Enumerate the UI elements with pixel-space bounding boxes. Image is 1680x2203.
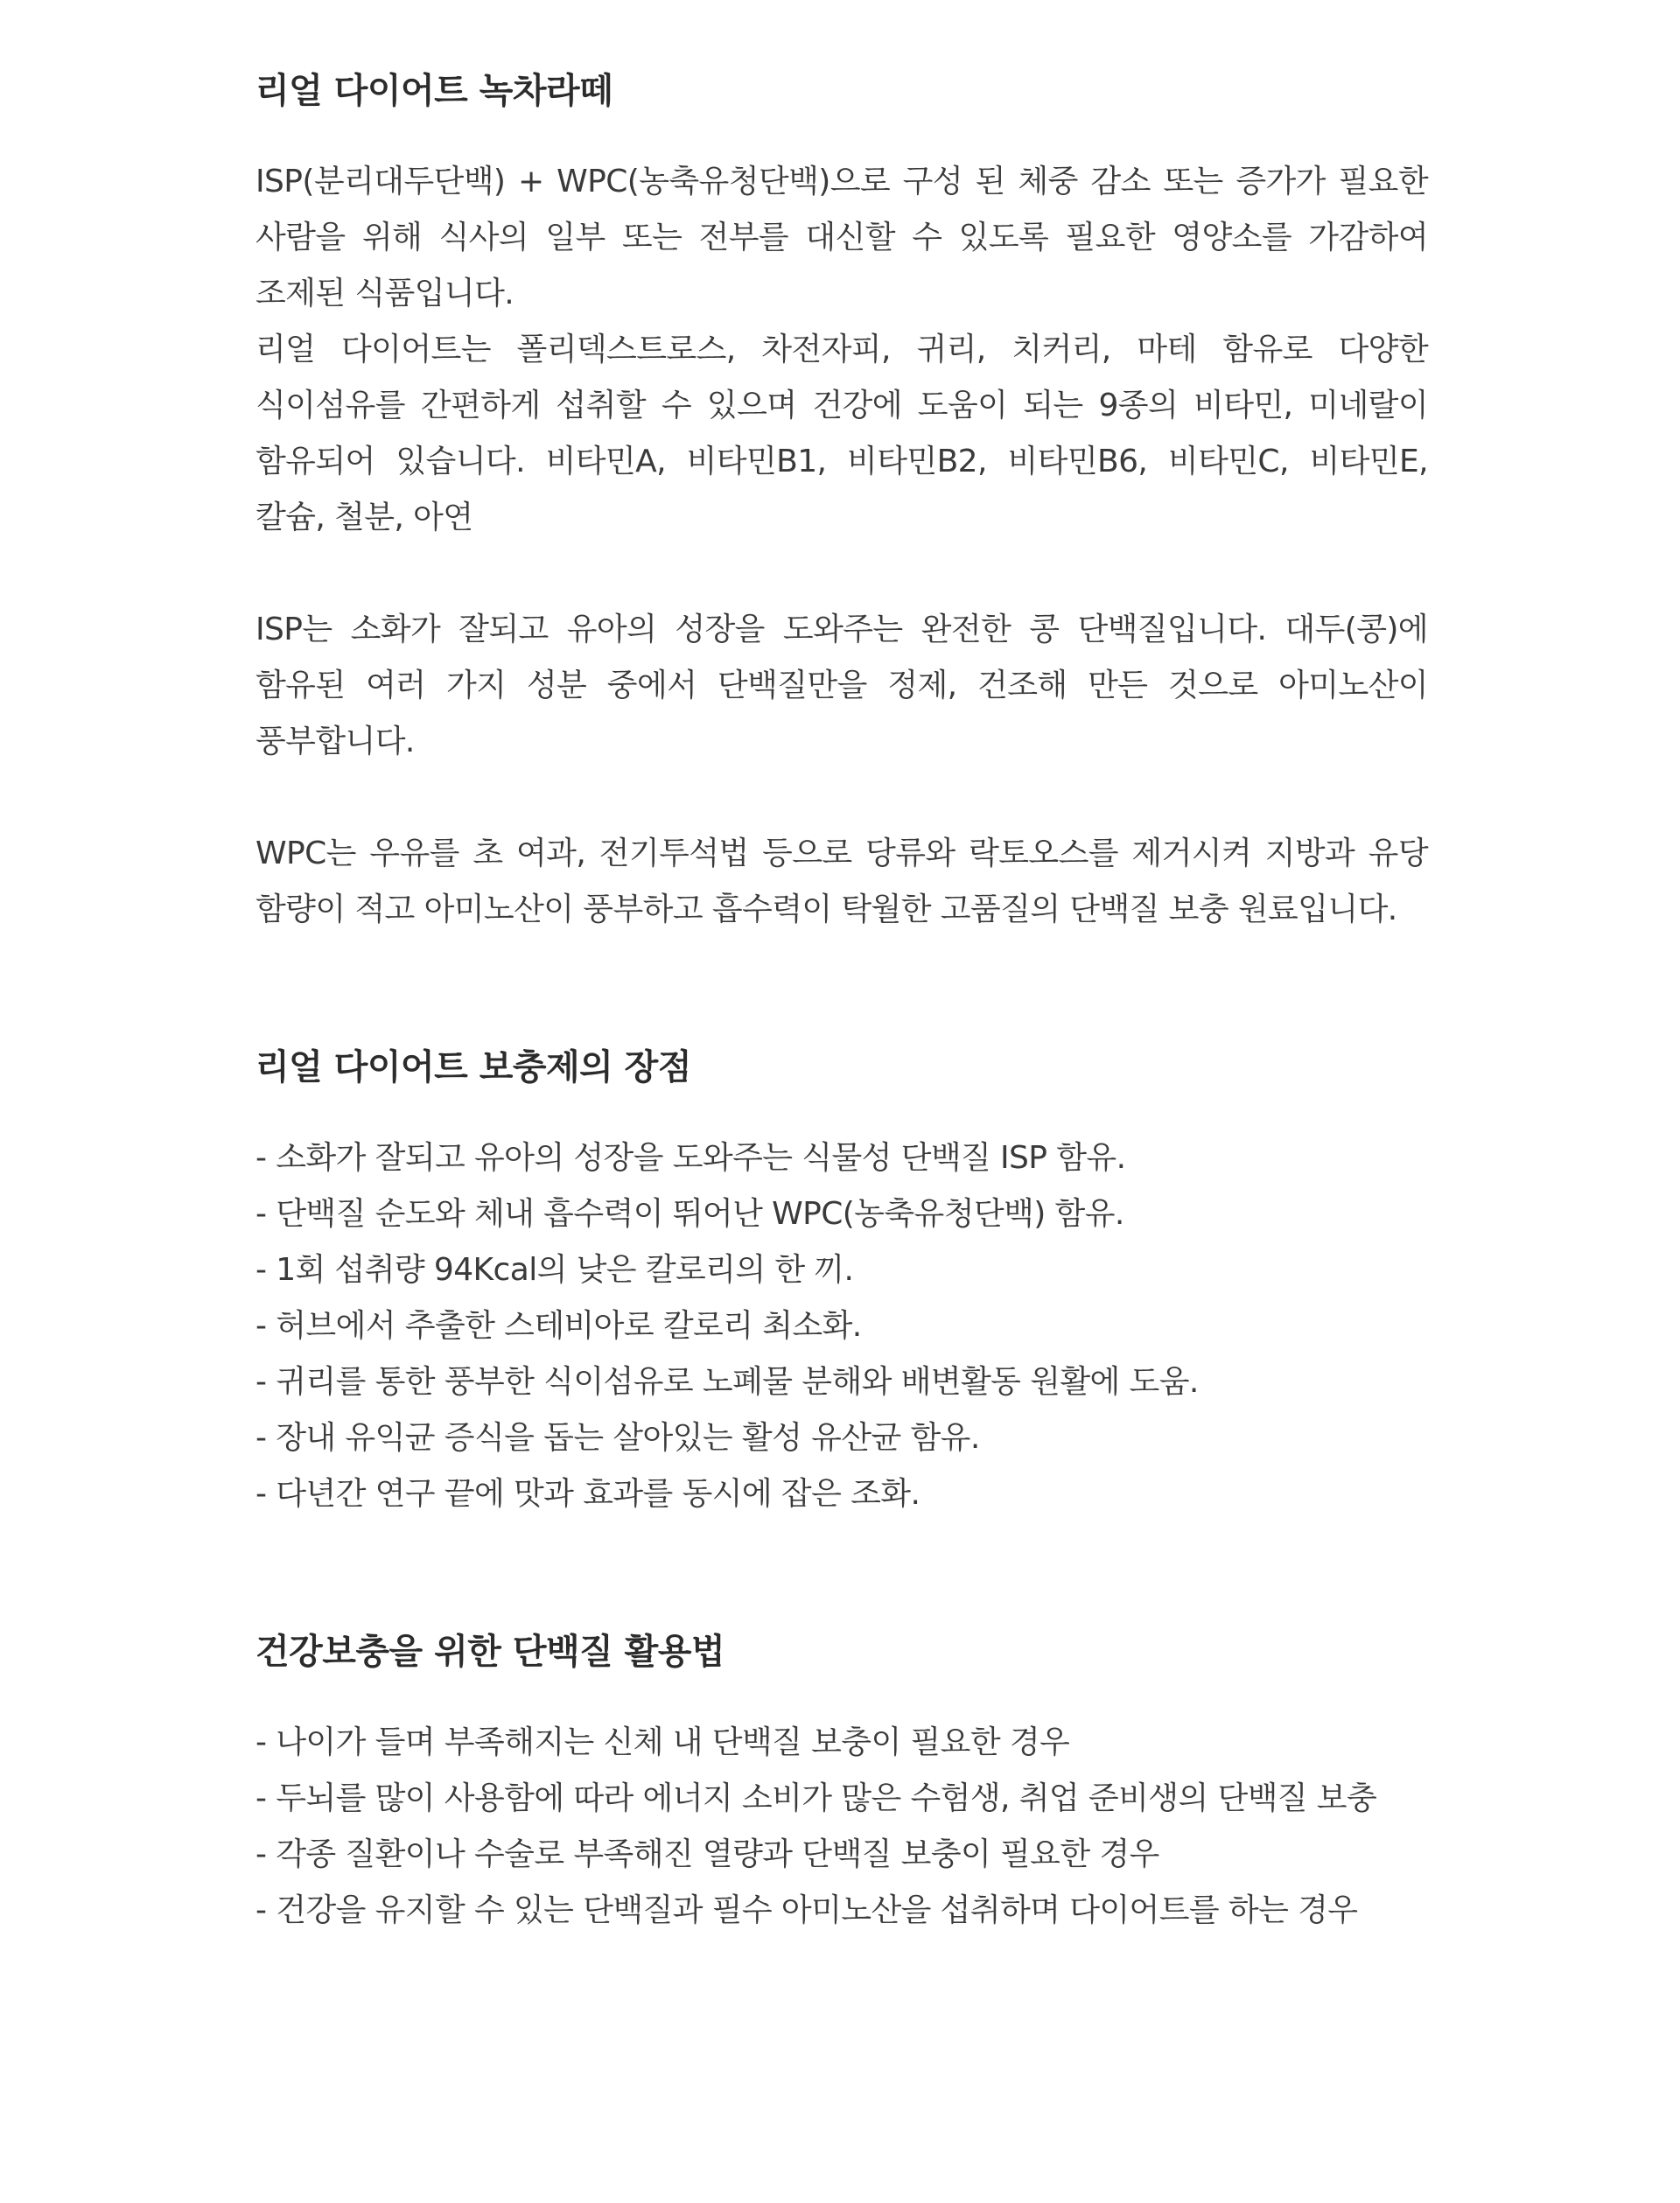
list-item: - 1회 섭취량 94Kcal의 낮은 칼로리의 한 끼. <box>256 1252 854 1288</box>
advantages-list <box>256 1130 1428 1522</box>
list-item: - 허브에서 추출한 스테비아로 칼로리 최소화. <box>256 1308 862 1344</box>
paragraph-wpc: WPC는 우유를 초 여과, 전기투석법 등으로 당류와 락토오스를 제거시켜 지방과 유당 함량이 적고 아미노산이 풍부하고 흡수력이 탁월한 고품질의 단백질 보충 원료입니다. <box>256 836 1428 927</box>
list-item: - 귀리를 통한 풍부한 식이섬유로 노폐물 분해와 배변활동 원활에 도움. <box>256 1364 1199 1400</box>
list-item: - 장내 유익균 증식을 돕는 살아있는 활성 유산균 함유. <box>256 1420 980 1456</box>
paragraph-fiber-vitamins: 리얼 다이어트는 폴리덱스트로스, 차전자피, 귀리, 치커리, 마테 함유로 다양한 식이섬유를 간편하게 섭취할 수 있으며 건강에 도움이 되는 9종의 비타민, 미네랄이 함유되어 있습니다. 비타민A, 비타민B1, 비타민B2, 비타민B6, 비타민C, 비타민E, 칼슘, 철분, 아연 <box>256 332 1428 535</box>
list-item: - 단백질 순도와 체내 흡수력이 뛰어난 WPC(농축유청단백) 함유. <box>256 1196 1124 1232</box>
list-item: - 나이가 들며 부족해지는 신체 내 단백질 보충이 필요한 경우 <box>256 1724 1070 1760</box>
list-item: - 다년간 연구 끝에 맛과 효과를 동시에 잡은 조화. <box>256 1476 920 1512</box>
usage-list <box>256 1715 1428 1939</box>
section-title-advantages: 리얼 다이어트 보충제의 장점 <box>256 1047 691 1088</box>
paragraph-composition: ISP(분리대두단백) + WPC(농축유청단백)으로 구성 된 체중 감소 또는 증가가 필요한 사람을 위해 식사의 일부 또는 전부를 대신할 수 있도록 필요한 영양소를 가감하여 조제된 식품입니다. <box>256 164 1428 311</box>
list-item: - 각종 질환이나 수술로 부족해진 열량과 단백질 보충이 필요한 경우 <box>256 1836 1159 1872</box>
paragraph-isp: ISP는 소화가 잘되고 유아의 성장을 도와주는 완전한 콩 단백질입니다. 대두(콩)에 함유된 여러 가지 성분 중에서 단백질만을 정제, 건조해 만든 것으로 아미노산이 풍부합니다. <box>256 612 1428 759</box>
list-item: - 소화가 잘되고 유아의 성장을 도와주는 식물성 단백질 ISP 함유. <box>256 1140 1126 1176</box>
content-column <box>256 66 1428 1939</box>
section-title-usage: 건강보충을 위한 단백질 활용법 <box>256 1632 725 1672</box>
list-item: - 두뇌를 많이 사용함에 따라 에너지 소비가 많은 수험생, 취업 준비생의 단백질 보충 <box>256 1780 1377 1816</box>
list-item: - 건강을 유지할 수 있는 단백질과 필수 아미노산을 섭취하며 다이어트를 하는 경우 <box>256 1892 1358 1928</box>
section-title-product: 리얼 다이어트 녹차라떼 <box>256 71 613 111</box>
